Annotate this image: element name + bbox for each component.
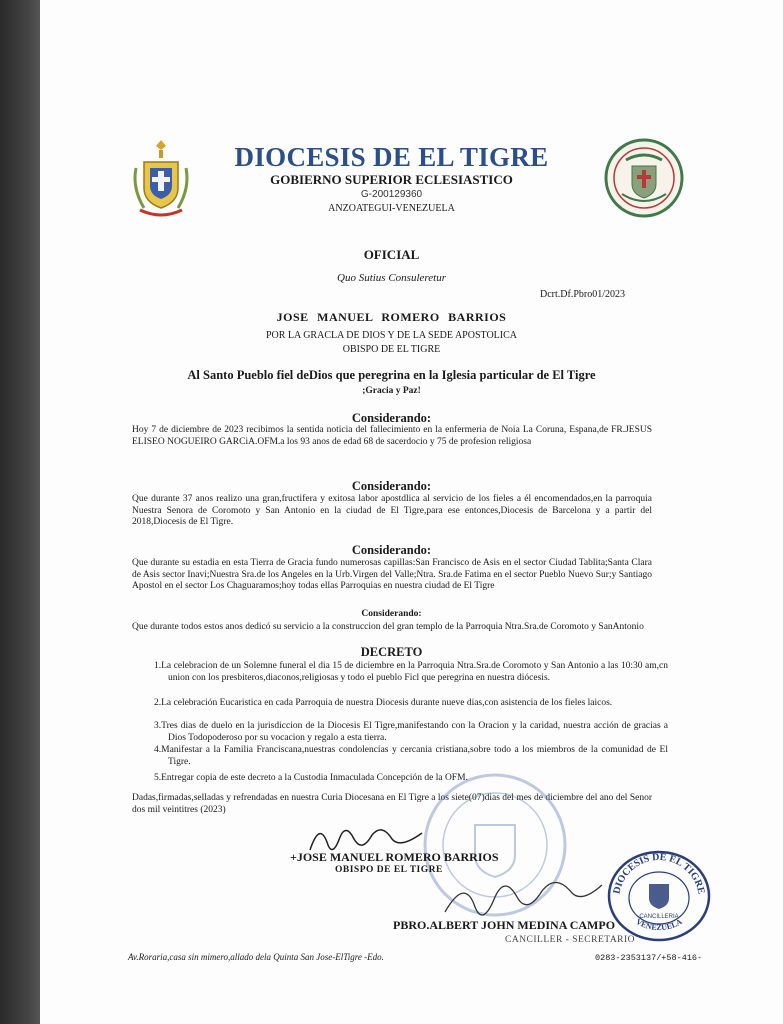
closing-statement: Dadas,firmadas,selladas y refrendadas en nuestra Curia Diocesana en El Tigre a los siete(07)dias del mes de diciembre del ano del Senor dos mil veintitres (2023) [132, 793, 652, 815]
paragraph-2: Que durante 37 anos realizo una gran,fructifera y exitosa labor apostdlica al servicio de los fieles a él encomendados,en la parroquia Nuestra Senora de Coromoto y San Antonio en la ciudad de El Tigre,para ese entonces,Diocesis de Barcelona y a partir del 2018,Diocesis de El Tigre. [132, 494, 652, 527]
considerando-heading-4: Considerando: [361, 609, 422, 619]
bishop-signature-name: +JOSE MANUEL ROMERO BARRIOS [290, 850, 499, 864]
decreto-item-4: 4.Manifestar a la Familia Franciscana,nuestras condolencias y cercania cristiana,sobre todo a los miembros de la comunidad de El Tigre. [154, 745, 668, 767]
salutation: Al Santo Pueblo fiel deDios que peregrina en la Iglesia particular de El Tigre [187, 368, 596, 382]
decreto-item-5: 5.Entregar copia de este decreto a la Custodia Inmaculada Concepción de la OFM. [154, 773, 468, 783]
decree-reference: Dcrt.Df.Pbro01/2023 [540, 289, 625, 300]
footer-address: Av.Roraria,casa sin mimero,allado dela Quinta San Jose-ElTigre -Edo. [128, 952, 384, 962]
paragraph-3: Que durante su estadia en esta Tierra de Gracia fundo numerosas capillas:San Francisco de Asis en el sector Ciudad Tablita;Santa Clara de Asis sector Inavi;Nuestra Sra.de los Angeles en la Urb.Virgen del Valle;Ntra. Sra.de Fatima en el sector Pueblo Nuevo Sur;y Santiago Apostol en el sector Los Chaguaramos;hoy todas ellas Parroquias en nuestra ciudad de El Tigre [132, 558, 652, 591]
decreto-heading: DECRETO [360, 645, 423, 659]
motto: Quo Sutius Consuleretur [337, 272, 446, 284]
considerando-heading-3: Considerando: [351, 543, 432, 557]
bishop-signature-role: OBISPO DE EL TIGRE [335, 865, 443, 875]
chancellor-role: CANCILLER - SECRETARIO [505, 935, 636, 945]
chancellor-name: PBRO.ALBERT JOHN MEDINA CAMPO [393, 918, 616, 932]
stamp-bottom-text: VENEZUELA [634, 916, 684, 933]
chancery-stamp-icon [605, 848, 713, 944]
decreto-item-3: 3.Tres dias de duelo en la jurisdiccion de la Diocesis El Tigre,manifestando con la Oracion y la caridad, nuestra acción de gracias a Dios Todopoderoso por su vocacion y regalo a esta tierra. [154, 721, 668, 743]
rif-number: G-200129360 [360, 189, 423, 200]
government-subtitle: GOBIERNO SUPERIOR ECLESIASTICO [270, 172, 513, 187]
stamp-center-text: CANCILLERIA [639, 914, 679, 920]
bishop-name: JOSE MANUEL ROMERO BARRIOS [276, 310, 507, 324]
diocese-title: DIOCESIS DE EL TIGRE [234, 142, 549, 172]
footer-phone: 0283-2353137/+58-416- [595, 953, 703, 963]
chancellor-signature-icon [440, 872, 610, 922]
paragraph-4: Que durante todos estos anos dedicó su servicio a la construccion del gran templo de la Parroquia Ntra.Sra.de Coromoto y SanAntonio [132, 622, 644, 632]
considerando-heading-2: Considerando: [351, 479, 432, 493]
decreto-item-1: 1.La celebracion de un Solemne funeral el dia 15 de diciembre en la Parroquia Ntra.Sra.de Coromoto y San Antonio a las 10:30 am,cn union con los presbiteros,diaconos,religiosas y todo el pueblo Ficl que peregrina en nuestra diócesis. [154, 661, 668, 683]
stamp-top-text: DIOCESIS DE EL TIGRE [611, 851, 707, 896]
gracia-paz: ;Gracia y Paz! [362, 386, 421, 396]
location-line: ANZOATEGUI-VENEZUELA [328, 203, 455, 214]
oficial-heading: OFICIAL [363, 247, 420, 262]
considerando-heading-1: Considerando: [351, 411, 432, 425]
decreto-item-2: 2.La celebración Eucaristica en cada Parroquia de nuestra Diocesis durante nueve dias,con asistencia de los fieles laicos. [154, 698, 613, 708]
paragraph-1: Hoy 7 de diciembre de 2023 recibimos la sentida noticia del fallecimiento en la enfermeria de Noia La Coruna, Espana,de FR.JESUS ELISEO NOGUEIRO GARCiA.OFM.a los 93 anos de edad 68 de sacerdocio y 75 de profesion religiosa [132, 425, 652, 447]
bishop-title: OBISPO DE EL TIGRE [342, 344, 441, 355]
bishop-grace: POR LA GRACLA DE DIOS Y DE LA SEDE APOSTOLICA [265, 330, 518, 341]
